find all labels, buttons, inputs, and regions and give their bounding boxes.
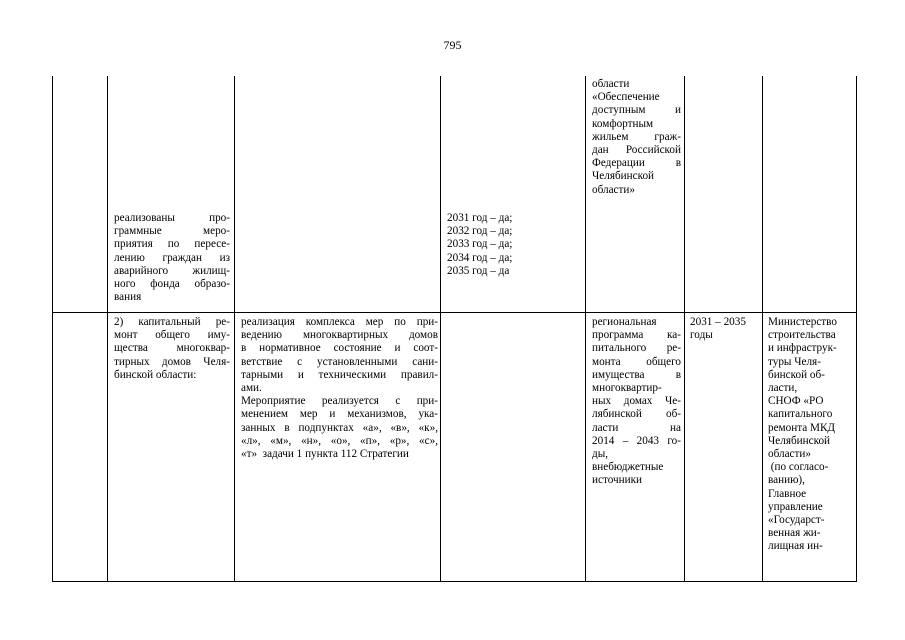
cell-measure <box>235 313 441 581</box>
text-line: Челябинской <box>592 170 655 183</box>
text-line: ремонта МКД <box>768 421 836 434</box>
text-line: монта общего <box>592 355 681 368</box>
text-line: аварийного жилищ- <box>114 264 230 277</box>
text-line: 2031 год – да; <box>447 212 513 224</box>
text-line: лябинской об- <box>592 408 681 421</box>
text-line: программа ка- <box>592 329 681 342</box>
cell-number <box>53 313 108 581</box>
text-line: реализованы про- <box>114 212 230 224</box>
text-line: Главное <box>768 487 807 500</box>
cell-responsible <box>763 76 856 312</box>
text-line: Мероприятие реализуется с при- <box>241 395 438 408</box>
text-line: 2033 год – да; <box>447 238 513 251</box>
text-line: ды, <box>592 448 609 461</box>
cell-period <box>685 76 763 312</box>
text-line: области» <box>768 448 811 461</box>
text-line: 2014 – 2043 го- <box>592 434 681 447</box>
text-line: туры Челя- <box>768 355 821 368</box>
text-line: «Обеспечение <box>592 91 660 104</box>
text-line: ных домах Че- <box>592 395 681 408</box>
text-line: лению граждан из <box>114 251 230 264</box>
text-line: 2) капитальный ре- <box>114 316 230 328</box>
text-line: граммные меро- <box>114 225 230 238</box>
text-line: занных в подпунктах «а», «в», «к», <box>241 421 438 434</box>
text-line: 2031 – 2035 <box>690 316 746 328</box>
text-line: ласти, <box>768 382 798 395</box>
text-line: в нормативное состояние и соот- <box>241 342 438 355</box>
cell-target-values <box>441 76 586 312</box>
text-line: менением мер и механизмов, ука- <box>241 408 438 421</box>
text-line: монт общего иму- <box>114 329 230 342</box>
cell-responsible <box>763 313 856 581</box>
text-line: жильем граж- <box>592 130 681 143</box>
text-line: строительства <box>768 329 836 342</box>
text-line: (по согласо- <box>768 461 829 474</box>
text-line: 2034 год – да; <box>447 251 513 264</box>
table-row <box>53 76 856 313</box>
text-line: «л», «м», «н», «о», «п», «р», «с», <box>241 434 438 447</box>
text-line: ведению многоквартирных домов <box>241 329 438 342</box>
text-line: Челябинской <box>768 434 831 447</box>
text-line: годы <box>690 329 713 342</box>
text-line: комфортным <box>592 117 654 130</box>
text-line: Министерство <box>768 316 837 328</box>
text-line: питального ре- <box>592 342 681 355</box>
text-line: ласти на <box>592 421 681 434</box>
text-line: щества многоквар- <box>114 342 230 355</box>
page-number: 795 <box>443 38 462 52</box>
text-line: доступным и <box>592 104 681 117</box>
text-line: дан Российской <box>592 144 681 157</box>
text-line: вания <box>114 291 142 304</box>
text-line: области <box>592 78 630 90</box>
text-line: ного фонда образо- <box>114 278 230 291</box>
text-line: венная жи- <box>768 527 821 540</box>
text-line: бинской области: <box>114 368 197 381</box>
cell-number <box>53 76 108 312</box>
text-line: «т» задачи 1 пункта 112 Стратегии <box>241 448 409 461</box>
text-line: тарными и техническими правил- <box>241 368 438 381</box>
cell-target-values <box>441 313 586 581</box>
text-line: источники <box>592 474 643 487</box>
text-line: внебюджетные <box>592 461 664 474</box>
cell-measure <box>235 76 441 312</box>
text-line: 2035 год – да <box>447 264 510 277</box>
text-line: бинской об- <box>768 368 825 381</box>
cell-period <box>685 313 763 581</box>
cell-program <box>586 76 685 312</box>
document-table <box>52 76 857 582</box>
text-line: капитального <box>768 408 833 421</box>
text-line: тирных домов Челя- <box>114 355 230 368</box>
text-line: «Государст- <box>768 514 825 527</box>
text-line: ванию), <box>768 474 805 487</box>
text-line: ветствие с установленными сани- <box>241 355 438 368</box>
text-line: приятия по пересе- <box>114 238 230 251</box>
text-line: области» <box>592 183 635 196</box>
text-line: 2032 год – да; <box>447 225 513 238</box>
cell-program <box>586 313 685 581</box>
cell-indicator <box>108 313 235 581</box>
text-line: Федерации в <box>592 157 681 170</box>
text-line: имущества в <box>592 368 681 381</box>
text-line: лищная ин- <box>768 540 823 553</box>
text-line: многоквартир- <box>592 382 662 395</box>
text-line: ами. <box>241 382 262 395</box>
text-line: и инфраструк- <box>768 342 837 355</box>
text-line: региональная <box>592 316 657 328</box>
text-line: управление <box>768 500 823 513</box>
text-line: реализация комплекса мер по при- <box>241 316 438 328</box>
cell-indicator <box>108 76 235 312</box>
text-line: СНОФ «РО <box>768 395 824 408</box>
table-row <box>53 313 856 581</box>
